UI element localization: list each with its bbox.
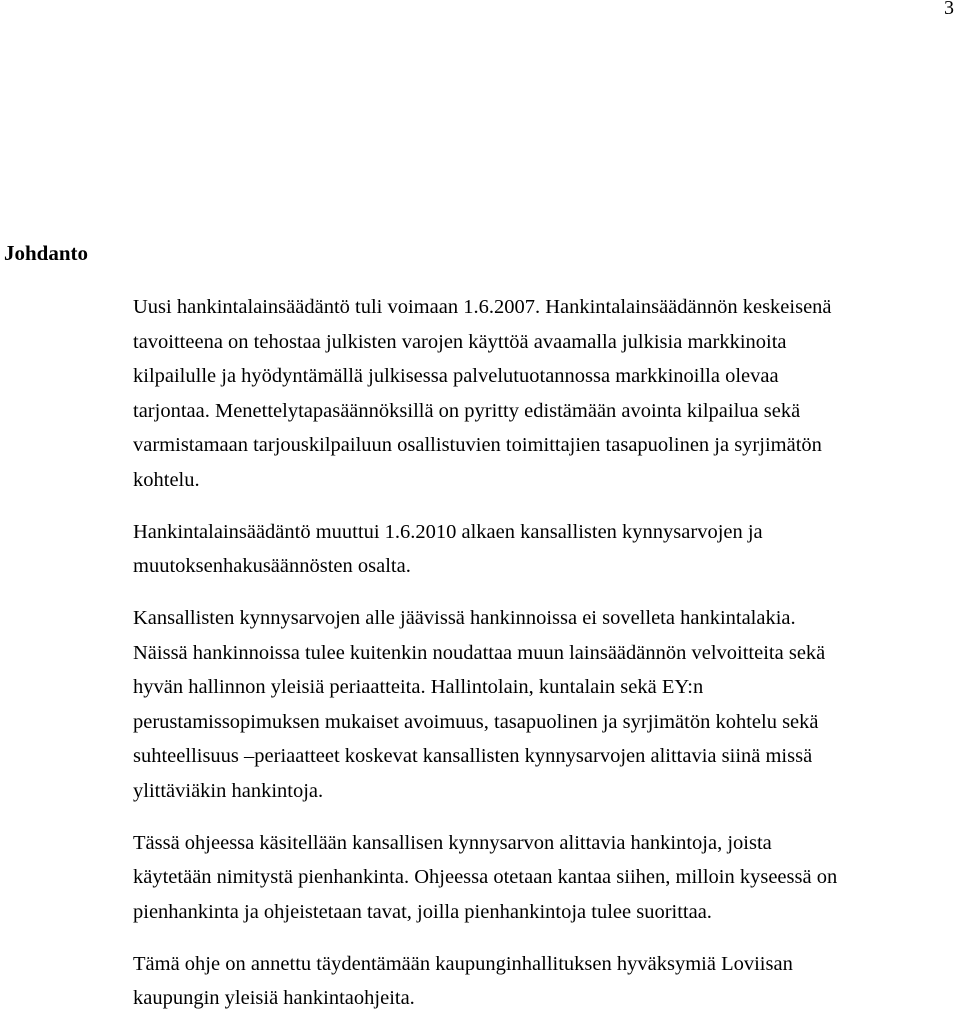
text-line: muutoksenhakusäännösten osalta. <box>133 555 411 577</box>
body-text <box>133 290 953 1033</box>
paragraph-law-change <box>133 515 953 584</box>
paragraph-supplement <box>133 947 953 1016</box>
paragraph-introduction <box>133 290 953 497</box>
text-line: Tässä ohjeessa käsitellään kansallisen kynnysarvon alittavia hankintoja, joista <box>133 831 772 854</box>
text-line: käytetään nimitystä pienhankinta. Ohjeessa otetaan kantaa siihen, milloin kyseessä on <box>133 866 838 888</box>
paragraph-scope <box>133 826 953 930</box>
text-line: pienhankinta ja ohjeistetaan tavat, joilla pienhankintoja tulee suorittaa. <box>133 900 712 923</box>
section-heading: Johdanto <box>4 241 89 265</box>
page-number: 3 <box>944 0 954 19</box>
text-line: tarjontaa. Menettelytapasäännöksillä on pyritty edistämään avointa kilpailua sekä <box>133 399 801 422</box>
text-line: kilpailulle ja hyödyntämällä julkisessa palvelutuotannossa markkinoilla olevaa <box>133 365 779 387</box>
text-line: Uusi hankintalainsäädäntö tuli voimaan 1.6.2007. Hankintalainsäädännön keskeisenä <box>133 296 832 318</box>
text-line: ylittäviäkin hankintoja. <box>133 779 324 802</box>
text-line: varmistamaan tarjouskilpailuun osallistuvien toimittajien tasapuolinen ja syrjimätön <box>133 434 822 456</box>
text-line: Tämä ohje on annettu täydentämään kaupunginhallituksen hyväksymiä Loviisan <box>133 952 793 975</box>
text-line: tavoitteena on tehostaa julkisten varojen käyttöä avaamalla julkisia markkinoita <box>133 330 787 353</box>
text-line: Näissä hankinnoissa tulee kuitenkin noudattaa muun lainsäädännön velvoitteita sekä <box>133 641 826 664</box>
text-line: perustamissopimuksen mukaiset avoimuus, tasapuolinen ja syrjimätön kohtelu sekä <box>133 710 819 733</box>
text-line: hyvän hallinnon yleisiä periaatteita. Hallintolain, kuntalain sekä EY:n <box>133 676 704 698</box>
text-line: Hankintalainsäädäntö muuttui 1.6.2010 alkaen kansallisten kynnysarvojen ja <box>133 520 763 543</box>
text-line: Kansallisten kynnysarvojen alle jäävissä hankinnoissa ei sovelleta hankintalakia. <box>133 607 796 629</box>
text-line: suhteellisuus –periaatteet koskevat kansallisten kynnysarvojen alittavia siinä missä <box>133 745 813 767</box>
paragraph-national-thresholds <box>133 601 953 808</box>
text-line: kohtelu. <box>133 468 200 491</box>
text-line: kaupungin yleisiä hankintaohjeita. <box>133 987 415 1009</box>
